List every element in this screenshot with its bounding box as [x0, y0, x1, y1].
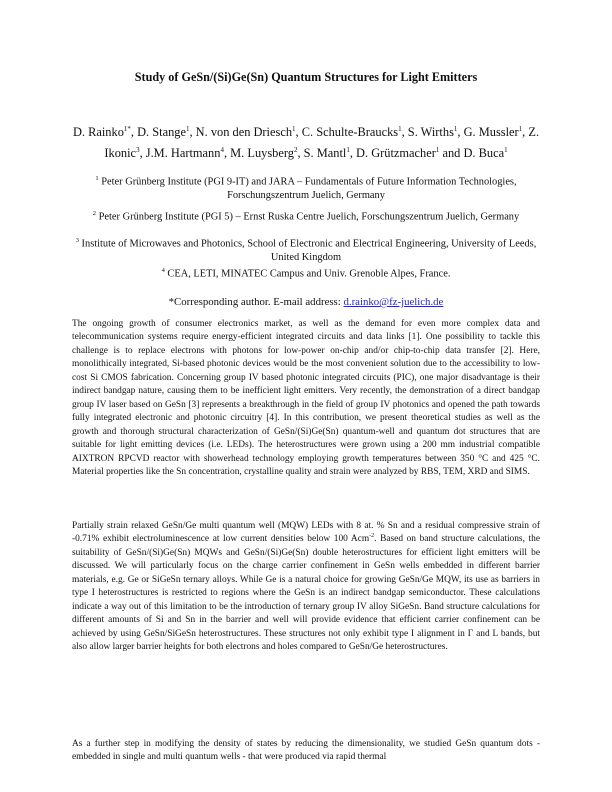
author: [146, 146, 224, 160]
author-name: S. Mantl: [303, 145, 347, 160]
author-name: D. Grützmacher: [356, 145, 436, 160]
author: [408, 125, 458, 139]
paper-title: Study of GeSn/(Si)Ge(Sn) Quantum Structures for Light Emitters: [134, 70, 478, 84]
author-name: D. Buca: [463, 145, 505, 160]
author-name: D. Rainko: [72, 125, 124, 140]
paragraph-2-text-b: . Based on band structure calculations, the suitability of GeSn/(Si)Ge(Sn) MQWs and GeSn/(Si)Ge(Sn) double heterostructures for efficient light emitters will be discussed. We will particularly focus on the charge carrier confinement in GeSn wells embedded in different barrier materials, e.g. Ge or SiGeSn ternary alloys. While Ge is a natural choice for growing GeSn/Ge MQW, its use as barriers in type I heterostructures is restricted to regions where the GeSn is an indirect bandgap semiconductor. These calculations indicate a way out of this limitation to be the introduction of ternary group IV alloy SiGeSn. Band structure calculations for different amounts of Si and Sn in the barrier and well will provide evidence that efficient carrier confinement can be achieved by using GeSn/SiGeSn heterostructures. These structures not only exhibit type I alignment in Γ and L bands, but also allow larger barrier heights for both electrons and holes compared to GeSn/Ge heterostructures.: [72, 534, 540, 653]
author-name: D. Stange: [137, 125, 186, 140]
author-name: S. Wirths: [407, 125, 454, 140]
author-affiliation-mark: 1*: [123, 125, 131, 133]
author-affiliation-mark: 4: [220, 145, 224, 154]
author-affiliation-mark: 1: [398, 125, 402, 133]
affiliation-2: [72, 207, 540, 224]
corresponding-label: *Corresponding author. E-mail address:: [168, 296, 344, 308]
author: [73, 125, 131, 139]
author-name: G. Mussler: [463, 125, 519, 140]
affiliation-4-number: 4: [161, 267, 165, 274]
paragraph-2-text-a: Partially strain relaxed GeSn/Ge multi quantum well (MQW) LEDs with 8 at. % Sn and a residual compressive strain of -0.71% exhibit electroluminescence at low current densities below 100 Acm: [72, 521, 540, 545]
author-name: C. Schulte-Braucks: [301, 125, 399, 140]
author-list: D. Rainko$^{1*}$, D. Stange$^1$, N. von den Driesch$^1$, C. Schulte-Braucks$^1$, S. Wirths$^1$, G. Mussler$^1$, Z. Ikonic$^3$, J.M. Hartmann$^4$, M. Luysberg$^2$, S. Mantl$^1$, D. Grützmacher$^1$ and D. Buca$^1$: [72, 125, 540, 160]
author: [137, 125, 189, 139]
unit-exponent: -2: [369, 533, 375, 540]
author-affiliation-mark: 3: [136, 145, 140, 154]
author-name: M. Luysberg: [230, 145, 294, 160]
author-name: Z. Ikonic: [104, 125, 540, 160]
author-affiliation-mark: 1: [504, 145, 508, 154]
author: [356, 146, 439, 160]
author: [464, 125, 523, 139]
affiliation-1-number: 1: [95, 175, 99, 182]
email-link[interactable]: d.rainko@fz-juelich.de: [343, 296, 444, 308]
author-affiliation-mark: 1: [453, 125, 458, 133]
paragraph-3: As a further step in modifying the density of states by reducing the dimensionality, we studied GeSn quantum dots - embedded in single and multi quantum wells - that were produced via rapid thermal: [72, 739, 540, 763]
affiliation-1-text: Peter Grünberg Institute (PGI 9-IT) and JARA – Fundamentals of Future Information Technologies, Forschungszentrum Juelich, Germany: [101, 176, 517, 202]
affiliation-2-number: 2: [92, 210, 97, 217]
author-affiliation-mark: 1: [185, 125, 190, 133]
affiliation-4: [72, 264, 540, 281]
author-affiliation-mark: 1: [292, 125, 296, 133]
author-affiliation-mark: 1: [518, 125, 523, 133]
author-affiliation-mark: 2: [293, 145, 298, 154]
affiliation-3-text: Institute of Microwaves and Photonics, School of Electronic and Electrical Engineering, University of Leeds, United Kingdom: [81, 238, 537, 264]
author-affiliation-mark: 1: [346, 145, 350, 154]
affiliation-4-text: CEA, LETI, MINATEC Campus and Univ. Grenoble Alpes, France.: [167, 268, 451, 280]
paragraph-1: The ongoing growth of consumer electronics market, as well as the demand for even more complex data and telecommunication systems require energy-efficient integrated circuits and data links [1]. One possibility to tackle this challenge is to replace electrons with photons for low-power on-chip and/or chip-to-chip data transfer [2]. Here, monolithically integrated, Si-based photonic devices would be the most convenient solution due to the accessibility to low-cost Si CMOS fabrication. Concerning group IV based photonic integrated circuits (PIC), one major disadvantage is their indirect bandgap nature, causing them to be inefficient light emitters. Very recently, the demonstration of a direct bandgap group IV laser based on GeSn [3] represents a breakthrough in the field of group IV photonics and opened the path towards fully integrated electronic and photonic circuitry [4]. In this contribution, we present theoretical studies as well as the growth and thorough structural characterization of GeSn/(Si)Ge(Sn) quantum-well and quantum dot structures that are suitable for light emitting devices (i.e. LEDs). The heterostructures were grown using a 200 mm industrial compatible AIXTRON RPCVD reactor with showerhead technology employing growth temperatures between 350 °C and 425 °C. Material properties like the Sn concentration, crystalline quality and strain were analyzed by RBS, TEM, XRD and SIMS.: [72, 319, 540, 477]
author: [304, 146, 350, 160]
author: [302, 125, 402, 139]
author-name: N. von den Driesch: [195, 125, 293, 140]
author: [196, 125, 296, 139]
author-affiliation-mark: 1: [435, 145, 440, 154]
affiliation-3-number: 3: [75, 237, 79, 244]
author: [463, 146, 507, 160]
paragraph-2: [72, 520, 540, 655]
author: [230, 146, 297, 160]
affiliation-1: [72, 172, 540, 203]
corresponding-author: [0, 296, 612, 308]
affiliation-3: [72, 234, 540, 265]
author-name: J.M. Hartmann: [145, 145, 221, 160]
affiliation-2-text: Peter Grünberg Institute (PGI 5) – Ernst Ruska Centre Juelich, Forschungszentrum Juelich, Germany: [98, 211, 520, 223]
